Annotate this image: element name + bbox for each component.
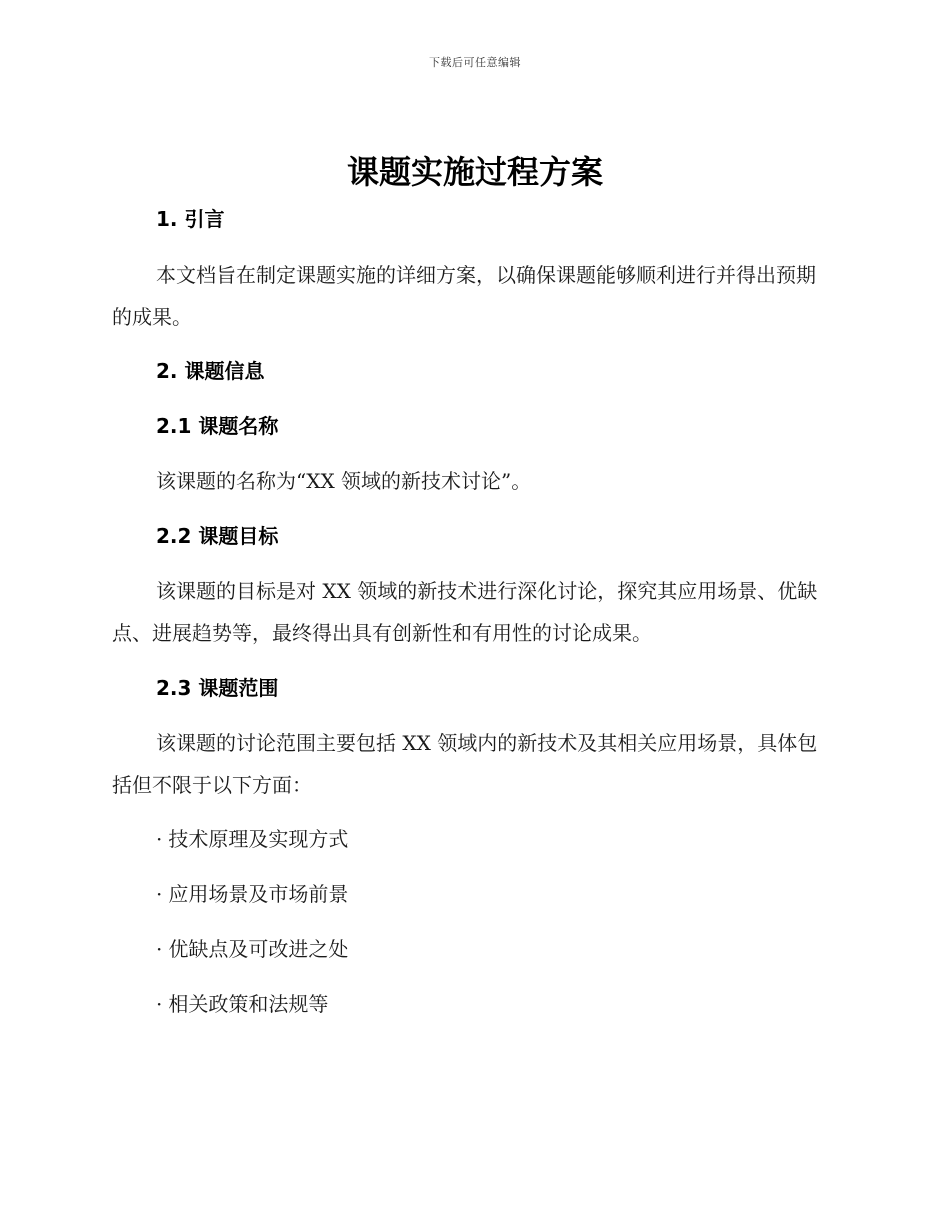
subsection-heading-topic-goal: 2.2 课题目标 — [156, 524, 279, 548]
subsection-heading-topic-scope: 2.3 课题范围 — [156, 676, 279, 700]
topic-name-paragraph: 该课题的名称为“XX 领域的新技术讨论”。 — [156, 469, 532, 493]
scope-list-item — [156, 991, 328, 1017]
bullet-icon: · — [156, 827, 163, 851]
document-title: 课题实施过程方案 — [346, 153, 603, 191]
page-header-note: 下载后可任意编辑 — [429, 56, 521, 69]
section-heading-topic-info: 2. 课题信息 — [156, 359, 265, 383]
scope-item-text: 相关政策和法规等 — [168, 992, 329, 1016]
bullet-icon: · — [156, 882, 163, 906]
scope-item-text: 应用场景及市场前景 — [168, 882, 349, 906]
scope-item-text: 技术原理及实现方式 — [168, 827, 349, 851]
bullet-icon: · — [156, 992, 163, 1016]
scope-list-item — [156, 936, 348, 962]
subsection-heading-topic-name: 2.1 课题名称 — [156, 414, 279, 438]
topic-goal-paragraph: 该课题的目标是对 XX 领域的新技术进行深化讨论，探究其应用场景、优缺点、进展趋势等，最终得出具有创新性和有用性的讨论成果。 — [112, 579, 818, 645]
bullet-icon: · — [156, 937, 163, 961]
topic-scope-paragraph: 该课题的讨论范围主要包括 XX 领域内的新技术及其相关应用场景，具体包括但不限于以下方面： — [112, 731, 818, 797]
introduction-paragraph: 本文档旨在制定课题实施的详细方案，以确保课题能够顺利进行并得出预期的成果。 — [112, 263, 816, 329]
scope-list-item — [156, 826, 348, 852]
scope-item-text: 优缺点及可改进之处 — [168, 937, 349, 961]
section-heading-introduction: 1. 引言 — [156, 207, 225, 231]
scope-list-item — [156, 881, 348, 907]
